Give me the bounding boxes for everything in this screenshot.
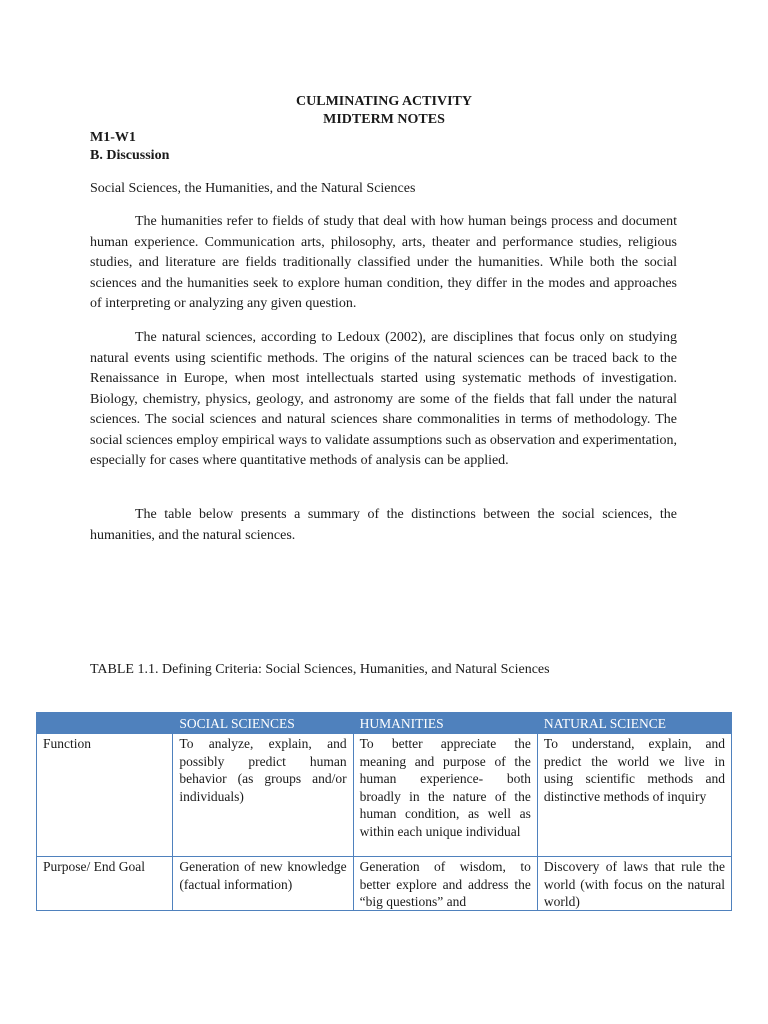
- row-label-function: Function: [37, 734, 173, 857]
- row-label-purpose-text: Purpose/ End Goal: [43, 859, 145, 874]
- cell-natural-purpose-text: Discovery of laws that rule the world (with focus on the natural world): [543, 859, 725, 910]
- module-code: M1-W1: [90, 130, 136, 145]
- topic-heading: Social Sciences, the Humanities, and the Natural Sciences: [90, 181, 416, 196]
- table-header-row: [37, 713, 732, 734]
- criteria-table: [36, 712, 732, 911]
- cell-humanities-purpose-text: Generation of wisdom, to better explore and address the “big questions” and: [359, 859, 531, 910]
- document-subtitle: MIDTERM NOTES: [323, 112, 445, 127]
- cell-social-function: To analyze, explain, and possibly predict human behavior (as groups and/or individuals): [173, 734, 353, 857]
- table-caption: TABLE 1.1. Defining Criteria: Social Sciences, Humanities, and Natural Sciences: [90, 662, 550, 677]
- section-heading: B. Discussion: [90, 148, 170, 163]
- cell-social-purpose: [173, 857, 353, 911]
- table-row: [37, 734, 732, 857]
- cell-social-purpose-text: Generation of new knowledge (factual information): [179, 859, 347, 892]
- cell-natural-function: To understand, explain, and predict the world we live in using scientific methods and distinctive methods of inquiry: [537, 734, 731, 857]
- row-label-purpose: [37, 857, 173, 911]
- header-social-sciences: SOCIAL SCIENCES: [173, 713, 353, 734]
- paragraph-humanities: The humanities refer to fields of study that deal with how human beings process and document human experience. Communication arts, philosophy, arts, theater and performance studies, religious studies, and literature are fields traditionally classified under the humanities. While both the social sciences and the humanities seek to explore human condition, they differ in the modes and approaches of interpreting or analyzing any given question.: [90, 214, 677, 311]
- cell-natural-purpose: [537, 857, 731, 911]
- header-humanities: HUMANITIES: [353, 713, 537, 734]
- document-title: CULMINATING ACTIVITY: [296, 94, 472, 109]
- header-natural-science: NATURAL SCIENCE: [537, 713, 731, 734]
- paragraph-table-intro: The table below presents a summary of the distinctions between the social sciences, the humanities, and the natural sciences.: [90, 507, 677, 543]
- paragraph-natural-sciences: The natural sciences, according to Ledoux (2002), are disciplines that focus only on studying natural events using scientific methods. The origins of the natural sciences can be traced back to the Renaissance in Europe, when most intellectuals started using systematic methods of investigation. Biology, chemistry, physics, geology, and astronomy are some of the fields that fall under the natural sciences. The social sciences and natural sciences share commonalities in terms of methodology. The social sciences employ empirical ways to validate assumptions such as observation and experimentation, especially for cases where quantitative methods of analysis can be applied.: [90, 330, 677, 468]
- table-row: [37, 857, 732, 911]
- cell-humanities-function: To better appreciate the meaning and purpose of the human experience- both broadly in the nature of the human condition, as well as within each unique individual: [353, 734, 537, 857]
- header-blank: [37, 713, 173, 734]
- cell-humanities-purpose: [353, 857, 537, 911]
